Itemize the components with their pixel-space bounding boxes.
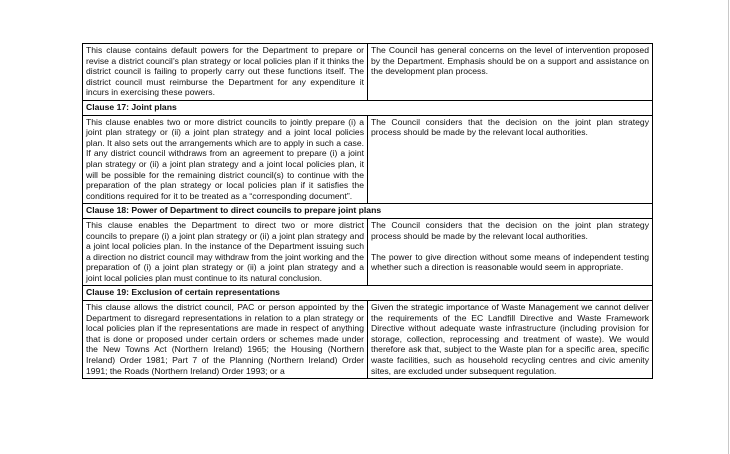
clause-summary-text: This clause enables the Department to direct two or more district councils to prepare (i) a joint plan strategy or (ii) a joint plan strategy and a joint local policies plan. In the instance of the Department issuing such a direction no district council may withdraw from the joint working and the preparation of (i) a joint plan strategy or (ii) a joint plan strategy and a joint local policies plan must continue to its natural conclusion. bbox=[86, 219, 364, 283]
clause-heading: Clause 19: Exclusion of certain representations bbox=[83, 286, 653, 301]
council-response-cell bbox=[368, 115, 653, 204]
clause-heading-row bbox=[83, 286, 653, 301]
table-row bbox=[83, 115, 653, 204]
clause-summary-text: This clause enables two or more district councils to jointly prepare (i) a joint plan strategy or (ii) a joint plan strategy and a joint local policies plan. It also sets out the arrangements which are to apply in such a case. If any district council withdraws from an agreement to prepare (i) a joint plan strategy or (ii) a joint plan strategy and a joint local policies plan, it will be possible for the remaining district council(s) to continue with the preparation of the plan strategy or local policies plan if it satisfies the conditions required for it to be treated as a “corresponding document”. bbox=[86, 116, 364, 201]
council-response-cell bbox=[368, 301, 653, 379]
clause-summary-cell bbox=[83, 218, 368, 286]
clause-summary-cell bbox=[83, 301, 368, 379]
council-response-text: The Council has general concerns on the level of intervention proposed by the Department. Emphasis should be on a support and assistance on the development plan process. bbox=[371, 45, 649, 77]
table-row bbox=[83, 44, 653, 101]
clause-heading-row bbox=[83, 204, 653, 219]
clause-summary-cell bbox=[83, 44, 368, 101]
table-row bbox=[83, 301, 653, 379]
clause-heading: Clause 18: Power of Department to direct councils to prepare joint plans bbox=[83, 204, 653, 219]
council-response-text: The Council considers that the decision on the joint plan strategy process should be made by the relevant local authorities. bbox=[371, 116, 649, 138]
clause-heading-row bbox=[83, 100, 653, 115]
clause-heading: Clause 17: Joint plans bbox=[83, 100, 653, 115]
clause-summary-text: This clause allows the district council, PAC or person appointed by the Department to disregard representations in relation to a plan strategy or local policies plan if the representations are made in respect of anything that is done or proposed under certain orders or schemes made under the New Towns Act (Northern Ireland) 1965; the Housing (Northern Ireland) Order 1981; Part 7 of the Planning (Northern Ireland) Order 1991; the Roads (Northern Ireland) Order 1993; or a bbox=[86, 302, 364, 376]
page-edge-line bbox=[728, 0, 729, 454]
council-response-text: Given the strategic importance of Waste Management we cannot deliver the requirements of the EC Landfill Directive and Waste Framework Directive without adequate waste infrastructure (including provision for storage, collection, reprocessing and treatment of waste). We would therefore ask that, subject to the Waste plan for a specific area, specific waste facilities, such as household recycling centres and civic amenity sites, are excluded under subsequent regulation. bbox=[371, 302, 649, 376]
clause-summary-cell bbox=[83, 115, 368, 204]
consultation-table bbox=[82, 43, 653, 379]
table-row bbox=[83, 218, 653, 286]
council-response-cell bbox=[368, 44, 653, 101]
council-response-text: The Council considers that the decision on the joint plan strategy process should be made by the relevant local authorities. bbox=[371, 219, 649, 241]
council-response-text: The power to give direction without some means of independent testing whether such a direction is reasonable would seem in appropriate. bbox=[371, 251, 649, 273]
clause-summary-text: This clause contains default powers for the Department to prepare or revise a district council’s plan strategy or local policies plan if it thinks the district council is failing to properly carry out these functions itself. The district council must reimburse the Department for any expenditure it incurs in exercising these powers. bbox=[86, 45, 364, 98]
council-response-cell bbox=[368, 218, 653, 286]
